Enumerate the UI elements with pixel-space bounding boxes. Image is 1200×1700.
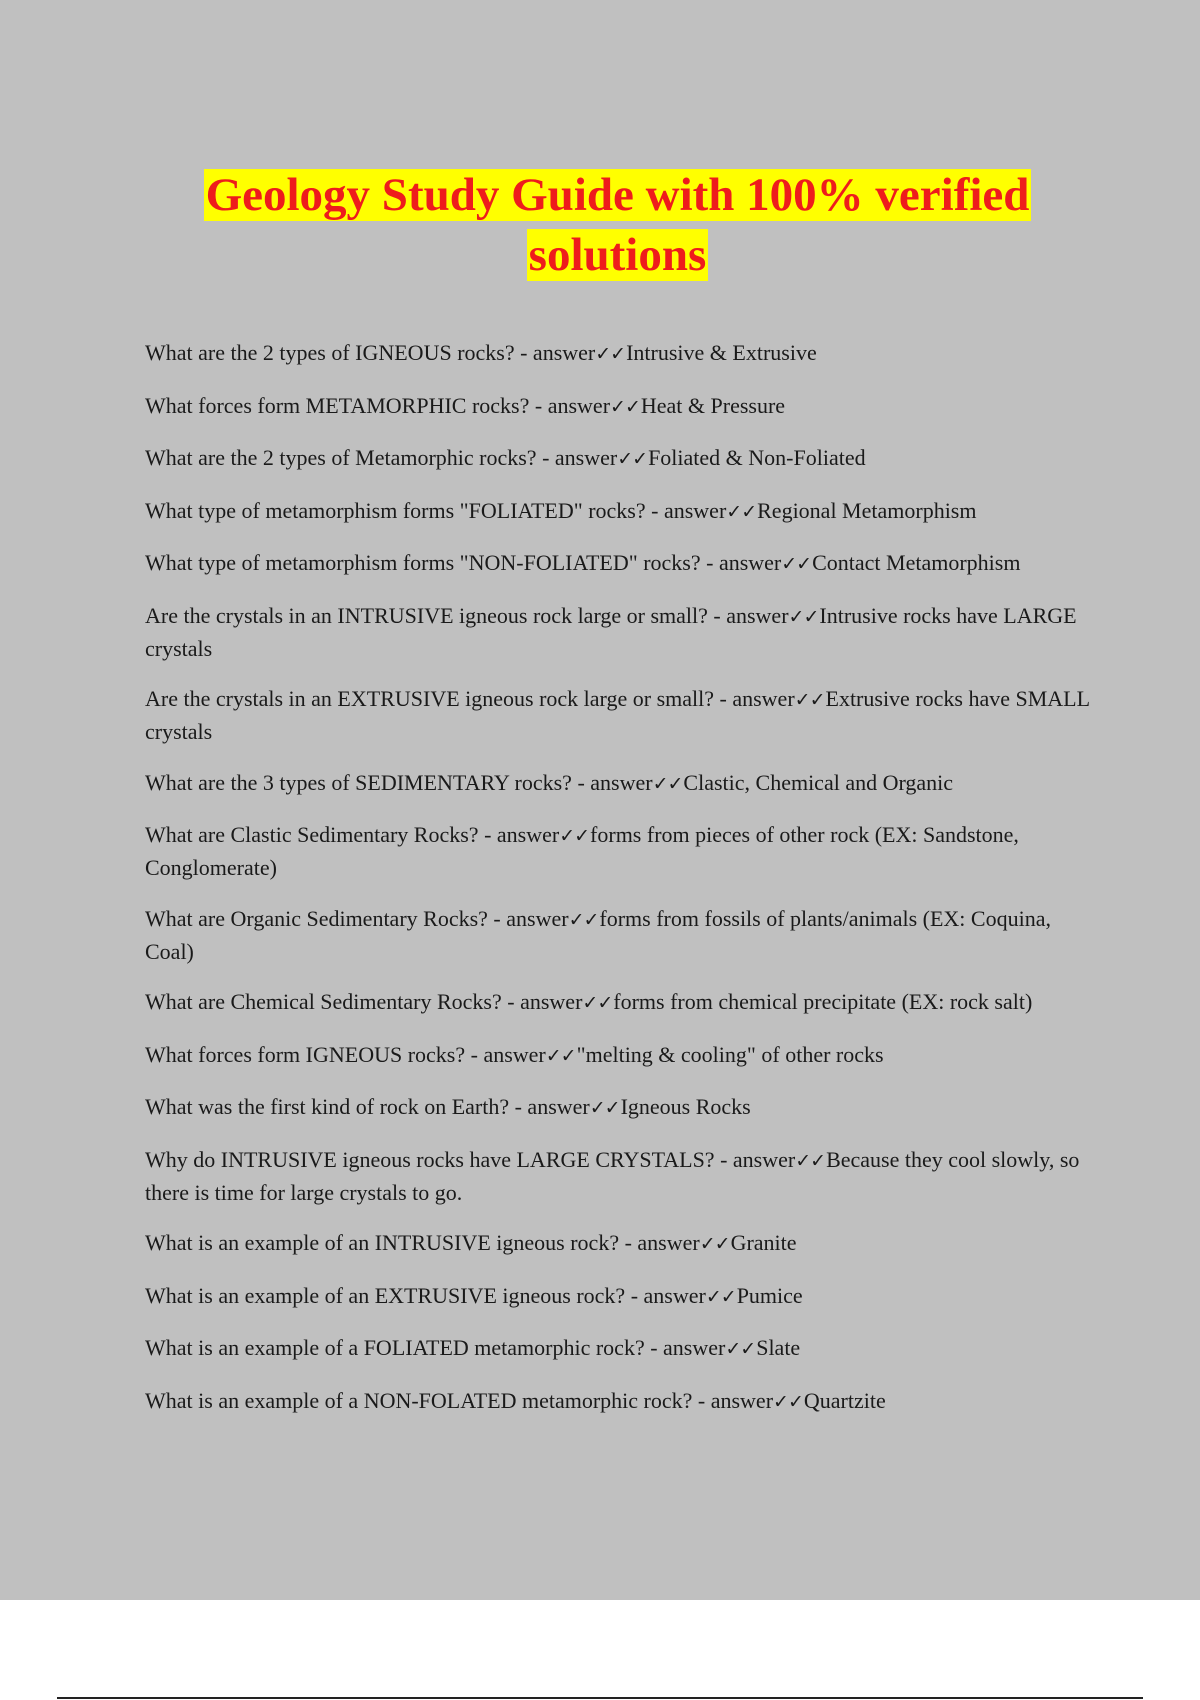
qa-item xyxy=(145,1091,1095,1124)
double-check-icon: ✓✓ xyxy=(589,1097,620,1119)
qa-item xyxy=(145,1039,1095,1072)
double-check-icon: ✓✓ xyxy=(610,395,640,418)
question-text: Are the crystals in an INTRUSIVE igneous rock large or small? xyxy=(145,602,708,628)
qa-item xyxy=(145,986,1095,1019)
double-check-icon: ✓✓ xyxy=(568,908,599,931)
answer-separator: - answer xyxy=(619,1230,700,1255)
question-text: What type of metamorphism forms "NON-FOLIATED" rocks? xyxy=(145,550,701,575)
double-check-icon: ✓✓ xyxy=(725,1338,756,1360)
answer-text: Intrusive rocks have LARGE crystals xyxy=(145,602,1077,661)
question-answer-list xyxy=(145,337,1095,1437)
question-text: What are the 2 types of IGNEOUS rocks? xyxy=(145,340,515,365)
qa-item xyxy=(145,547,1095,580)
double-check-icon: ✓✓ xyxy=(699,1233,730,1255)
answer-separator: - answer xyxy=(645,497,727,523)
answer-text: Slate xyxy=(756,1335,801,1360)
question-text: What are the 3 types of SEDIMENTARY rocks? xyxy=(145,769,572,795)
double-check-icon: ✓✓ xyxy=(795,1149,826,1172)
qa-item xyxy=(145,819,1095,883)
qa-item xyxy=(145,903,1095,967)
answer-separator: - answer xyxy=(509,1094,590,1119)
answer-text: forms from pieces of other rock (EX: Sandstone, Conglomerate) xyxy=(145,822,1019,880)
question-text: What forces form IGNEOUS rocks? xyxy=(145,1041,466,1067)
qa-item xyxy=(145,1385,1095,1418)
answer-separator: - answer xyxy=(644,1335,726,1360)
qa-item xyxy=(145,1227,1095,1260)
question-text: What forces form METAMORPHIC rocks? xyxy=(145,392,530,418)
question-text: Why do INTRUSIVE igneous rocks have LARGE CRYSTALS? xyxy=(145,1146,715,1172)
question-text: What are Clastic Sedimentary Rocks? xyxy=(145,822,479,847)
question-text: Are the crystals in an EXTRUSIVE igneous rock large or small? xyxy=(145,686,715,711)
double-check-icon: ✓✓ xyxy=(652,772,683,795)
double-check-icon: ✓✓ xyxy=(559,825,590,847)
answer-separator: - answer xyxy=(501,989,583,1014)
answer-text: Foliated & Non-Foliated xyxy=(648,445,866,470)
question-text: What is an example of a NON-FOLATED metamorphic rock? xyxy=(145,1387,693,1413)
qa-item xyxy=(145,390,1095,423)
double-check-icon: ✓✓ xyxy=(781,553,812,575)
answer-text: Clastic, Chemical and Organic xyxy=(683,769,954,795)
qa-item xyxy=(145,1144,1095,1208)
qa-item xyxy=(145,1280,1095,1313)
qa-item xyxy=(145,1332,1095,1365)
answer-text: Contact Metamorphism xyxy=(812,550,1021,575)
question-text: What is an example of an INTRUSIVE igneous rock? xyxy=(145,1230,620,1255)
qa-item xyxy=(145,767,1095,800)
question-text: What is an example of a FOLIATED metamorphic rock? xyxy=(145,1335,645,1360)
answer-separator: - answer xyxy=(714,1146,796,1172)
answer-text: Intrusive & Extrusive xyxy=(626,340,817,365)
answer-text: Extrusive rocks have SMALL crystals xyxy=(145,686,1090,744)
qa-item xyxy=(145,495,1095,528)
answer-separator: - answer xyxy=(625,1282,706,1308)
answer-separator: - answer xyxy=(571,769,653,795)
double-check-icon: ✓✓ xyxy=(773,1390,803,1413)
answer-text: Heat & Pressure xyxy=(640,392,786,418)
answer-separator: - answer xyxy=(478,822,560,847)
answer-text: forms from chemical precipitate (EX: rock salt) xyxy=(613,989,1033,1014)
double-check-icon: ✓✓ xyxy=(788,605,819,628)
question-text: What are the 2 types of Metamorphic rocks? xyxy=(145,445,537,470)
double-check-icon: ✓✓ xyxy=(705,1285,736,1308)
question-text: What is an example of an EXTRUSIVE igneous rock? xyxy=(145,1282,626,1308)
answer-separator: - answer xyxy=(514,340,596,365)
answer-separator: - answer xyxy=(714,686,795,711)
qa-item xyxy=(145,683,1095,747)
double-check-icon: ✓✓ xyxy=(545,1044,576,1067)
double-check-icon: ✓✓ xyxy=(595,343,626,365)
qa-item xyxy=(145,442,1095,475)
answer-separator: - answer xyxy=(487,905,569,931)
answer-separator: - answer xyxy=(700,550,782,575)
answer-separator: - answer xyxy=(707,602,789,628)
question-text: What type of metamorphism forms "FOLIATED" rocks? xyxy=(145,497,646,523)
answer-separator: - answer xyxy=(529,392,611,418)
answer-text: Regional Metamorphism xyxy=(757,497,977,523)
double-check-icon: ✓✓ xyxy=(794,689,825,711)
answer-text: Quartzite xyxy=(803,1387,886,1413)
answer-text: Because they cool slowly, so there is time for large crystals to go. xyxy=(145,1146,1080,1205)
qa-item xyxy=(145,600,1095,664)
answer-text: Granite xyxy=(730,1230,797,1255)
answer-separator: - answer xyxy=(536,445,618,470)
title-highlight: Geology Study Guide with 100% verified solutions xyxy=(205,169,1030,281)
double-check-icon: ✓✓ xyxy=(617,448,648,470)
document-title xyxy=(140,165,1095,285)
answer-text: Igneous Rocks xyxy=(620,1094,751,1119)
double-check-icon: ✓✓ xyxy=(582,992,613,1014)
double-check-icon: ✓✓ xyxy=(726,500,757,523)
question-text: What was the first kind of rock on Earth? xyxy=(145,1094,510,1119)
footer-rule xyxy=(57,1697,1143,1699)
answer-separator: - answer xyxy=(465,1041,546,1067)
qa-item xyxy=(145,337,1095,370)
answer-text: Pumice xyxy=(736,1282,803,1308)
answer-text: forms from fossils of plants/animals (EX: Coquina, Coal) xyxy=(145,905,1051,964)
answer-separator: - answer xyxy=(692,1387,774,1413)
question-text: What are Organic Sedimentary Rocks? xyxy=(145,905,488,931)
answer-text: "melting & cooling" of other rocks xyxy=(576,1041,884,1067)
question-text: What are Chemical Sedimentary Rocks? xyxy=(145,989,502,1014)
